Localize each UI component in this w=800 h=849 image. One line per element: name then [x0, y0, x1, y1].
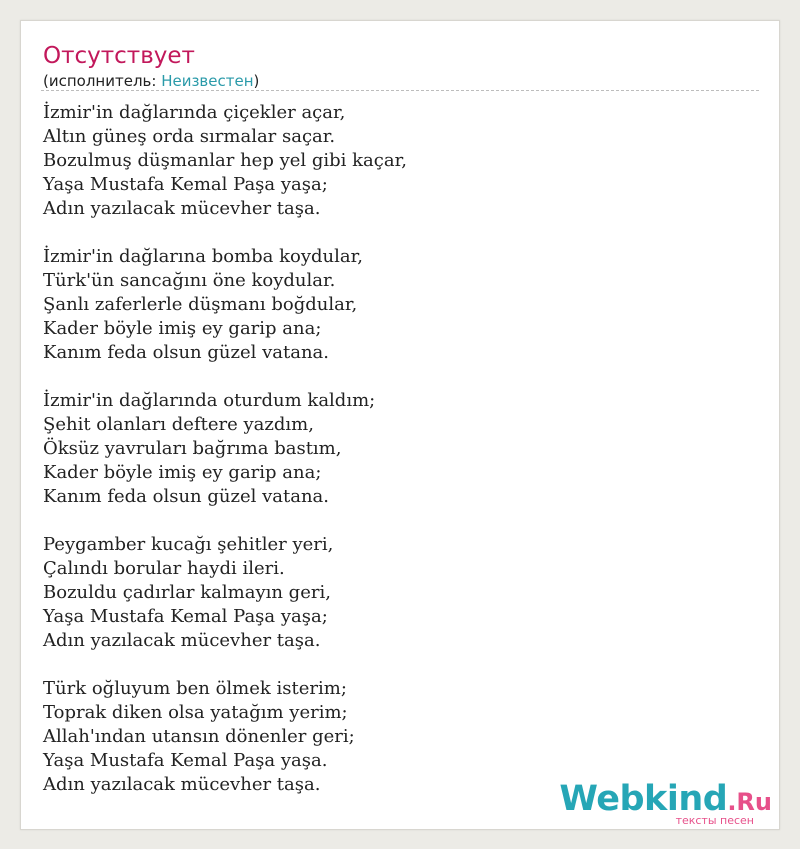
lyric-line: Kader böyle imiş ey garip ana;	[43, 462, 322, 483]
lyric-line: Türk'ün sancağını öne koydular.	[43, 270, 336, 291]
lyric-line: Kanım feda olsun güzel vatana.	[43, 342, 329, 363]
lyric-line: Çalındı borular haydi ileri.	[43, 558, 285, 579]
lyric-line: Bozuldu çadırlar kalmayın geri,	[43, 582, 331, 603]
lyric-line: Allah'ından utansın dönenler geri;	[43, 726, 355, 747]
stanza	[43, 677, 407, 797]
lyric-line: Adın yazılacak mücevher taşa.	[43, 630, 321, 651]
lyric-line: Adın yazılacak mücevher taşa.	[43, 198, 321, 219]
lyric-line: Şehit olanları deftere yazdım,	[43, 414, 314, 435]
lyric-line: Altın güneş orda sırmalar saçar.	[43, 126, 336, 147]
lyric-line: Yaşa Mustafa Kemal Paşa yaşa.	[43, 750, 328, 771]
lyric-line: Toprak diken olsa yatağım yerim;	[43, 702, 348, 723]
logo-tld: .Ru	[727, 788, 772, 816]
lyrics-text	[43, 101, 407, 821]
lyric-line: Kanım feda olsun güzel vatana.	[43, 486, 329, 507]
performer-line	[43, 71, 259, 91]
title-divider	[41, 90, 759, 91]
performer-prefix: (исполнитель:	[43, 72, 162, 90]
lyric-line: İzmir'in dağlarında oturdum kaldım;	[43, 390, 376, 411]
song-title: Отсутствует	[43, 43, 195, 69]
lyric-line: Şanlı zaferlerle düşmanı boğdular,	[43, 294, 358, 315]
logo-brand-name: Webkind	[559, 779, 728, 819]
lyric-line: İzmir'in dağlarında çiçekler açar,	[43, 102, 346, 123]
stanza	[43, 389, 407, 509]
lyric-line: Adın yazılacak mücevher taşa.	[43, 774, 321, 795]
lyric-line: Bozulmuş düşmanlar hep yel gibi kaçar,	[43, 150, 407, 171]
webkind-logo[interactable]	[559, 780, 772, 827]
lyric-line: İzmir'in dağlarına bomba koydular,	[43, 246, 363, 267]
artist-link[interactable]: Неизвестен	[161, 72, 254, 90]
lyrics-card	[20, 20, 780, 830]
lyric-line: Peygamber kucağı şehitler yeri,	[43, 534, 334, 555]
stanza	[43, 101, 407, 221]
lyric-line: Türk oğluyum ben ölmek isterim;	[43, 678, 347, 699]
lyric-line: Kader böyle imiş ey garip ana;	[43, 318, 322, 339]
lyric-line: Yaşa Mustafa Kemal Paşa yaşa;	[43, 606, 328, 627]
performer-suffix: )	[253, 72, 260, 90]
lyric-line: Yaşa Mustafa Kemal Paşa yaşa;	[43, 174, 328, 195]
lyric-line: Öksüz yavruları bağrıma bastım,	[43, 438, 342, 459]
stanza	[43, 245, 407, 365]
stanza	[43, 533, 407, 653]
logo-tagline: тексты песен	[675, 814, 754, 827]
